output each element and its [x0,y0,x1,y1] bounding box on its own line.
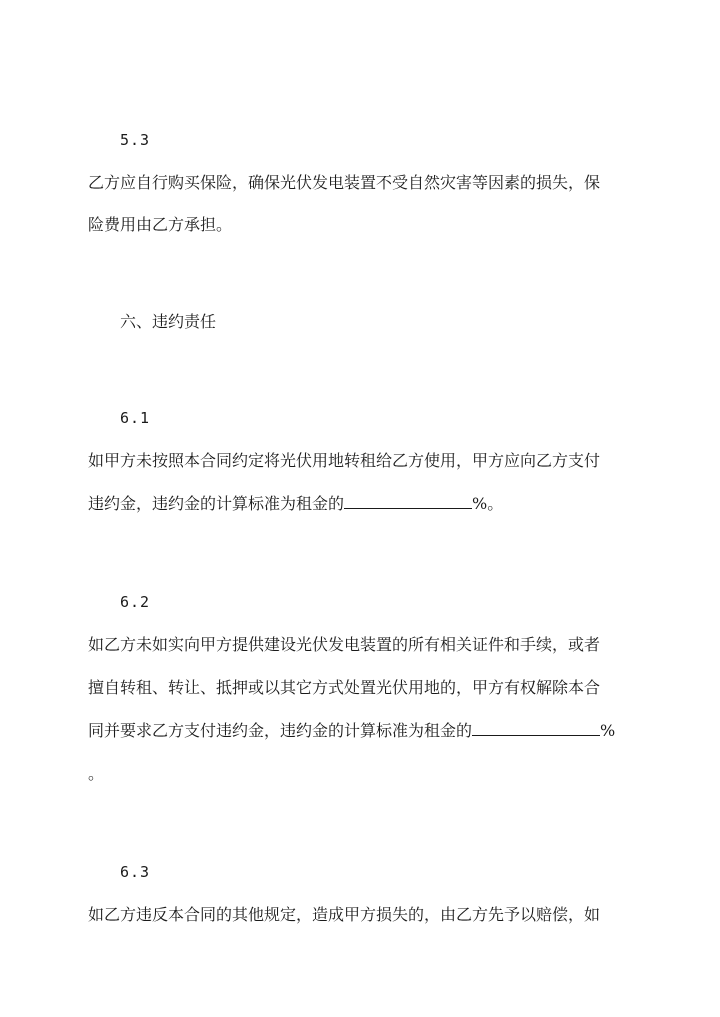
section-number-6-3: 6.3 [120,863,151,881]
fill-in-blank-6-1[interactable] [344,494,472,509]
section-6-3-text-line-1: 如乙方违反本合同的其他规定，造成甲方损失的，由乙方先予以赔偿，如 [88,905,601,924]
section-6-1-line-2-suffix: %。 [472,494,504,513]
section-6-1-text-line-2 [88,493,503,515]
section-6-2-text-line-3 [88,720,615,742]
section-6-2-text-line-2: 擅自转租、转让、抵押或以其它方式处置光伏用地的，甲方有权解除本合 [88,678,601,697]
section-6-1-line-2-prefix: 违约金，违约金的计算标准为租金的 [88,494,345,513]
section-6-2-text-line-1: 如乙方未如实向甲方提供建设光伏发电装置的所有相关证件和手续，或者 [88,635,601,654]
section-number-6-2: 6.2 [120,593,151,611]
section-6-2-line-3-suffix: % [600,721,616,740]
section-number-5-3: 5.3 [120,131,151,149]
section-6-2-line-3-prefix: 同并要求乙方支付违约金，违约金的计算标准为租金的 [88,721,473,740]
section-6-1-text-line-1: 如甲方未按照本合同约定将光伏用地转租给乙方使用，甲方应向乙方支付 [88,451,601,470]
section-5-3-text-line-2: 险费用由乙方承担。 [88,215,233,234]
fill-in-blank-6-2[interactable] [472,721,600,736]
section-6-2-text-line-4: 。 [88,764,105,783]
section-5-3-text-line-1: 乙方应自行购买保险，确保光伏发电装置不受自然灾害等因素的损失，保 [88,173,601,192]
chapter-6-heading: 六、违约责任 [120,312,217,331]
section-number-6-1: 6.1 [120,409,151,427]
